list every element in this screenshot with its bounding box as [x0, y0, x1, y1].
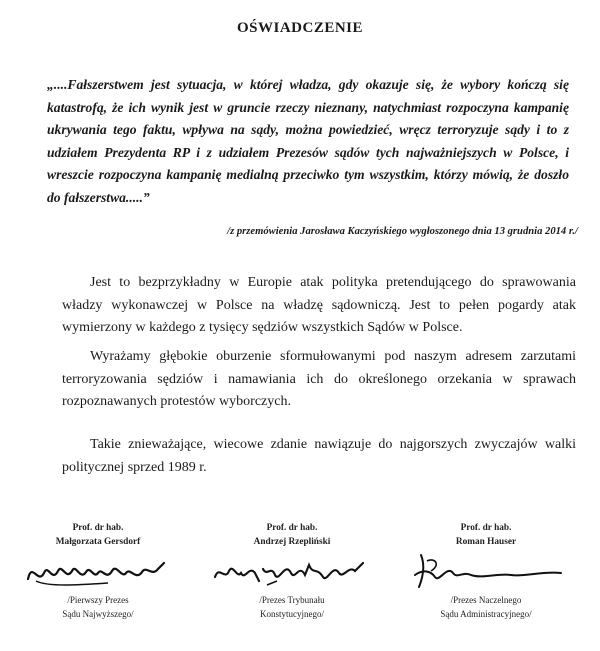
signatory-role-line1: /Pierwszy Prezes — [67, 595, 129, 605]
paragraph-attack: Jest to bezprzykładny w Europie atak polityka pretendującego do sprawowania władzy wykonawczej w Polsce na władzę sądowniczą. Jest to pełen pogardy atak wymierzony w każdego z tysięcy sędziów wszystkich Sądów w Polsce. — [62, 275, 576, 335]
paragraph-comparison: Takie znieważające, wiecowe zdanie nawiązuje do najgorszych zwyczajów walki politycznej sprzed 1989 r. — [62, 437, 576, 475]
handwritten-signature-icon — [18, 551, 178, 593]
kaczynski-quote: „....Fałszerstwem jest sytuacja, w której władza, gdy okazuje się, że wybory kończą się katastrofą, że ich wynik jest w gruncie rzeczy nieznany, natychmiast rozpoczyna kampanię ukrywania tego faktu, wpływa na sądy, można powiedzieć, wręcz terroryzuje sądy i to z udziałem Prezydenta RP i z udziałem Prezesów sądów tych najważniejszych w Polsce, i wreszcie rozpoczyna kampanię medialną przeciwko tym wszystkim, którzy mówią, że doszło do fałszerstwa.....” — [47, 77, 569, 205]
quote-source: /z przemówienia Jarosława Kaczyńskiego wygłoszonego dnia 13 grudnia 2014 r./ — [227, 226, 578, 237]
paragraph-indignation: Wyrażamy głębokie oburzenie sformułowanymi pod naszym adresem zarzutami terroryzowania sędziów i namawiania ich do określonego orzekania w sprawach rozpoznawanych protestów wyborczych. — [62, 349, 576, 409]
signatory-degree: Prof. dr hab. — [72, 523, 124, 533]
signatory-name: Andrzej Rzepliński — [253, 537, 331, 547]
handwritten-signature-icon — [207, 551, 377, 593]
handwritten-signature-icon — [401, 551, 571, 593]
signatory-role-line2: Konstytucyjnego/ — [260, 609, 324, 619]
signature-block-rzeplinski — [202, 521, 382, 621]
signature-block-hauser — [396, 521, 576, 621]
signatory-degree: Prof. dr hab. — [266, 523, 318, 533]
document-title: OŚWIADCZENIE — [236, 20, 364, 36]
signatory-role-line2: Sądu Administracyjnego/ — [440, 609, 532, 619]
signatory-role-line1: /Prezes Naczelnego — [450, 595, 522, 605]
signatory-name: Małgorzata Gersdorf — [55, 537, 141, 547]
signatory-role-line2: Sądu Najwyższego/ — [62, 609, 134, 619]
signatory-name: Roman Hauser — [455, 537, 517, 547]
signature-block-gersdorf — [8, 521, 188, 621]
signatory-degree: Prof. dr hab. — [460, 523, 512, 533]
signatory-role-line1: /Prezes Trybunału — [259, 595, 325, 605]
